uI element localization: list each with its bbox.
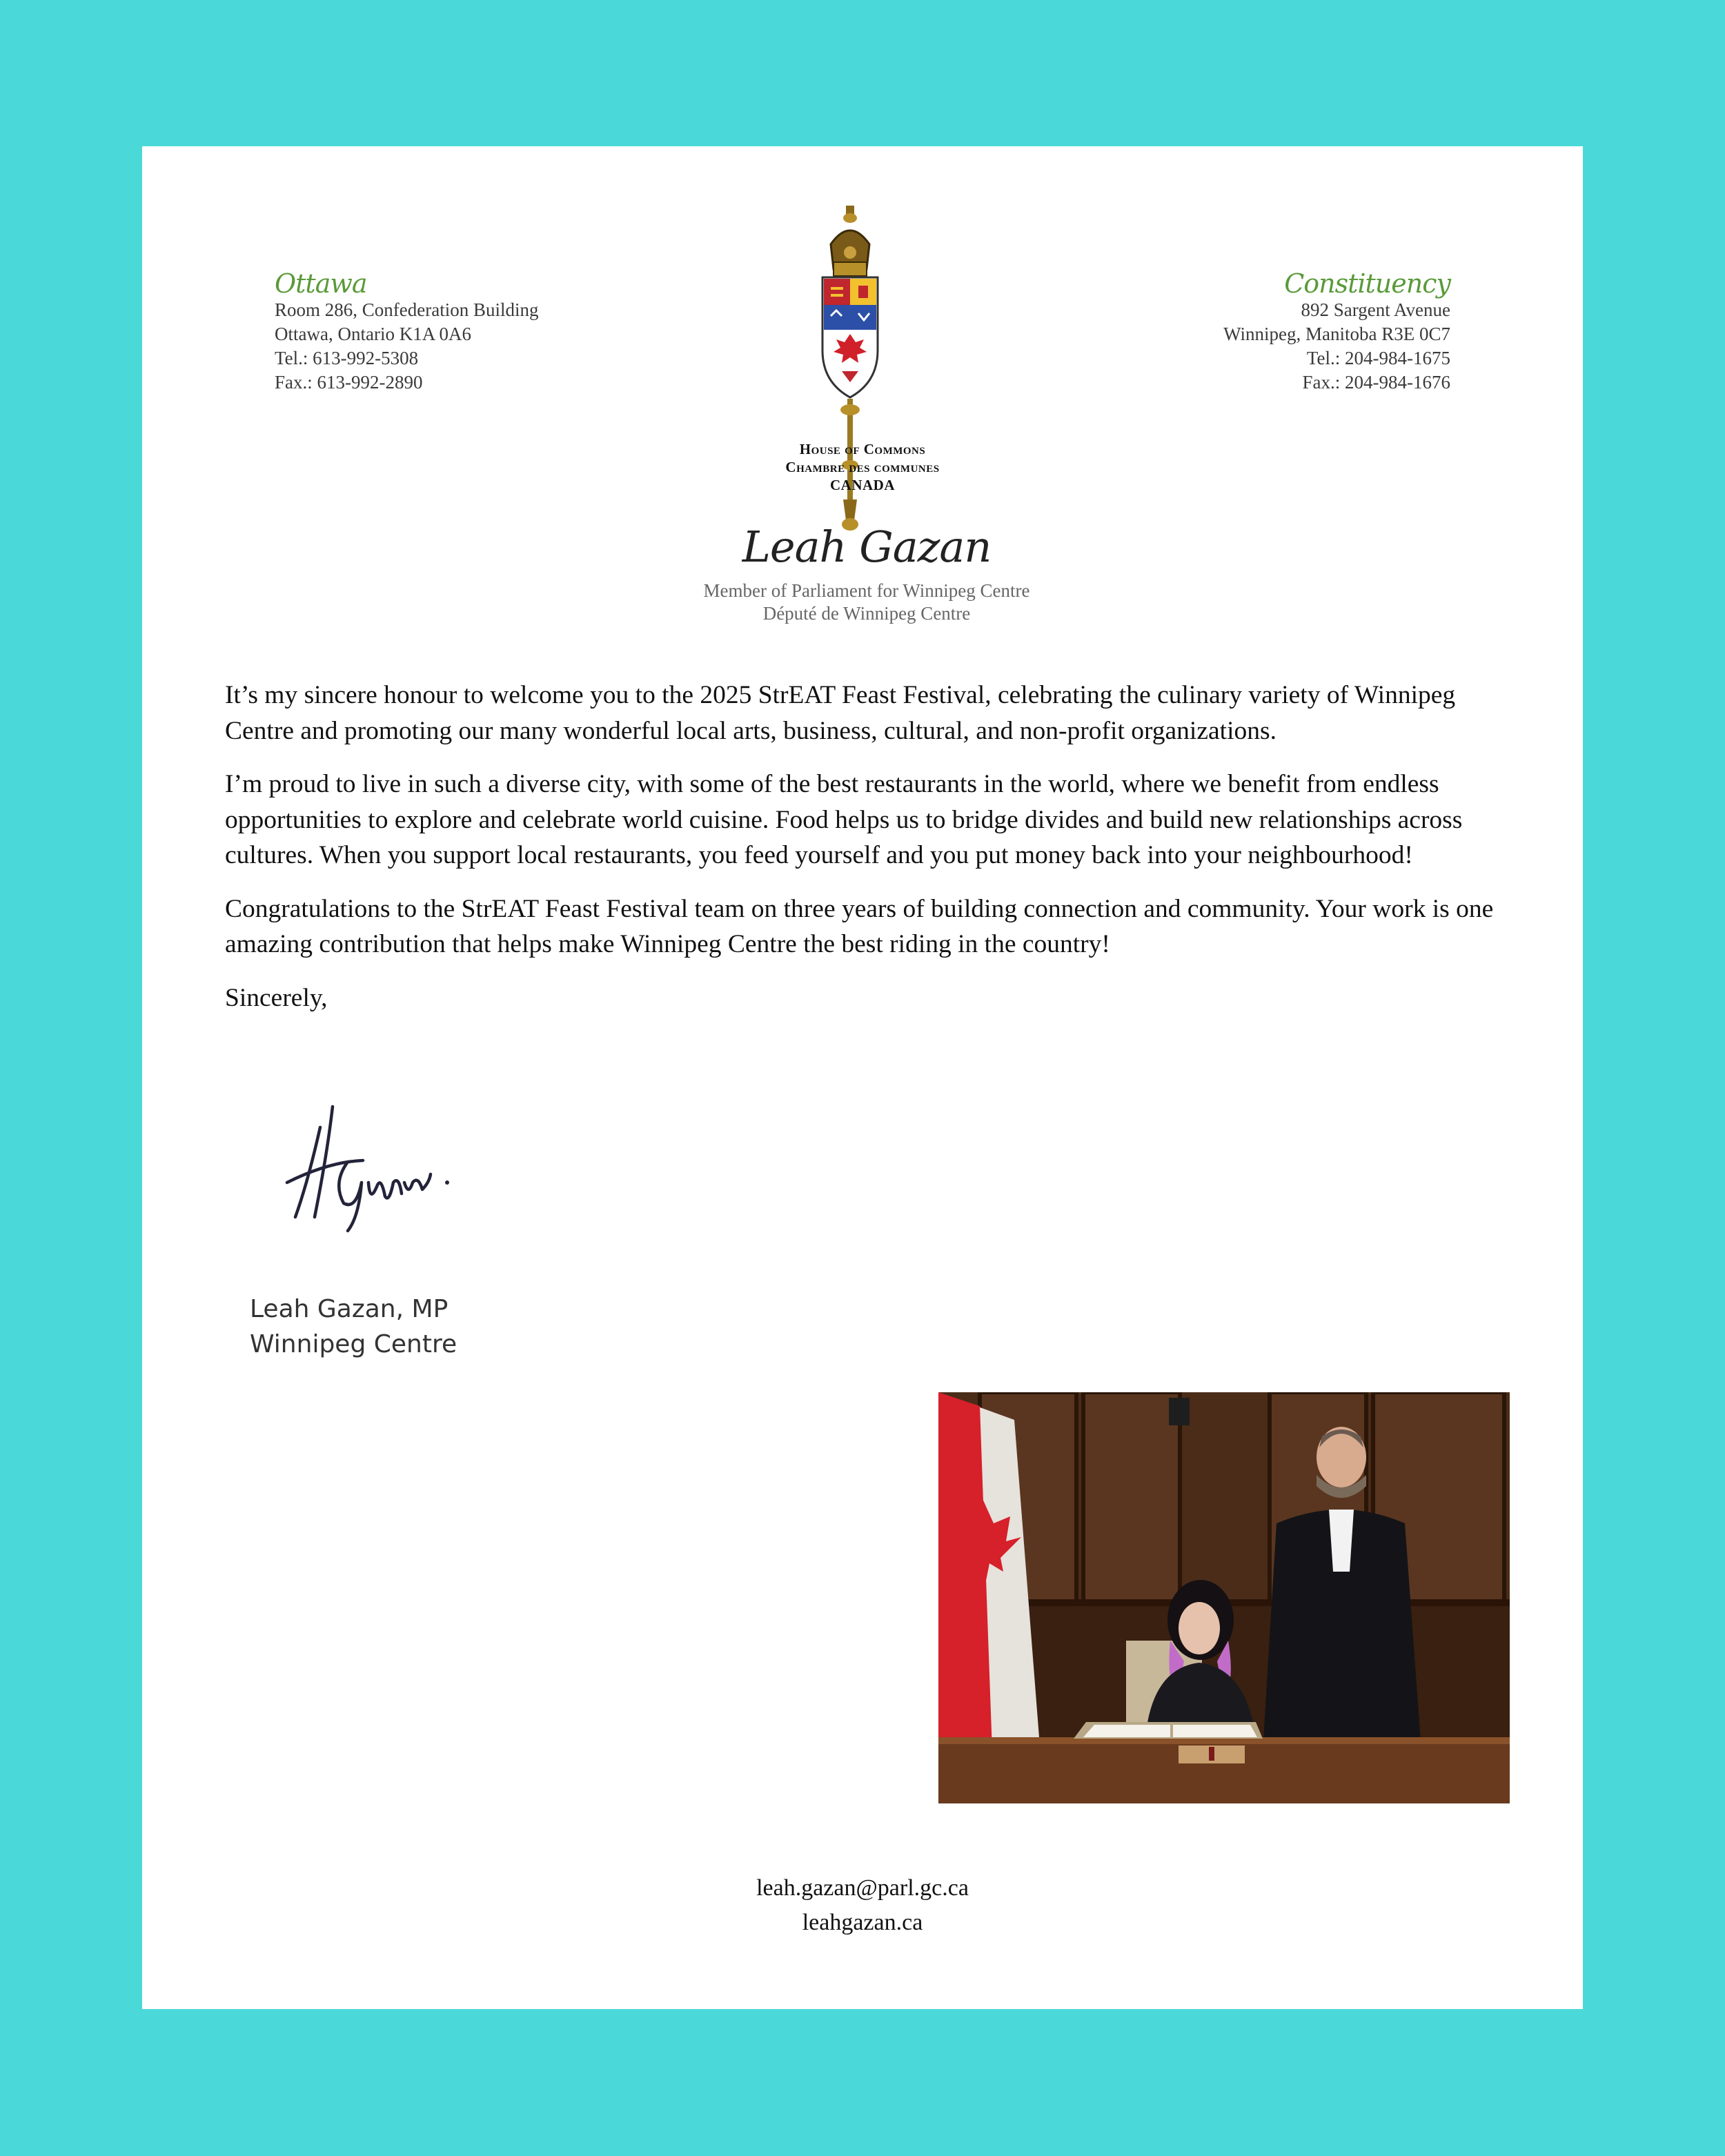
letter-page bbox=[142, 146, 1583, 2009]
constituency-line: Winnipeg, Manitoba R3E 0C7 bbox=[1223, 324, 1450, 344]
house-of-commons-label bbox=[724, 440, 1000, 494]
paragraph: It’s my sincere honour to welcome you to the 2025 StrEAT Feast Festival, celebrating the culinary variety of Winnipeg Centre and promoting our many wonderful local arts, business, cultural, and non-profit organizations. bbox=[225, 681, 1456, 745]
constituency-line: Tel.: 204-984-1675 bbox=[1306, 348, 1450, 368]
paragraph: I’m proud to live in such a diverse city, with some of the best restaurants in the world, where we benefit from endless opportunities to explore and celebrate world cuisine. Food helps us to bridge divides and build new relationships across cultures. When you support local restaurants, you feed yourself and you put money back into your neighbourhood! bbox=[225, 770, 1463, 869]
ottawa-line: Ottawa, Ontario K1A 0A6 bbox=[275, 324, 471, 344]
ottawa-address bbox=[275, 269, 538, 395]
constituency-address bbox=[1223, 269, 1450, 395]
signature-riding: Winnipeg Centre bbox=[250, 1330, 457, 1358]
constituency-line: Fax.: 204-984-1676 bbox=[1302, 372, 1450, 393]
ottawa-heading: Ottawa bbox=[275, 268, 367, 299]
mp-title-en: Member of Parliament for Winnipeg Centre bbox=[703, 580, 1030, 601]
constituency-heading: Constituency bbox=[1284, 268, 1450, 299]
house-label-fr: Chambre des communes bbox=[785, 459, 940, 475]
handwritten-signature bbox=[266, 1079, 487, 1238]
mp-title bbox=[625, 580, 1108, 625]
constituency-line: 892 Sargent Avenue bbox=[1301, 299, 1450, 320]
contact-email[interactable]: leah.gazan@parl.gc.ca bbox=[756, 1875, 969, 1901]
ottawa-line: Fax.: 613-992-2890 bbox=[275, 372, 423, 393]
closing: Sincerely, bbox=[225, 983, 328, 1012]
house-label-en: House of Commons bbox=[799, 441, 926, 457]
signature-name: Leah Gazan, MP bbox=[250, 1295, 448, 1323]
contact-website[interactable]: leahgazan.ca bbox=[802, 1910, 923, 1935]
letter-body bbox=[225, 678, 1515, 1034]
house-of-commons-crest-icon bbox=[803, 203, 897, 570]
house-label-country: CANADA bbox=[830, 477, 895, 493]
signature-block bbox=[250, 1292, 457, 1362]
swearing-in-photo bbox=[938, 1392, 1510, 1803]
ottawa-line: Room 286, Confederation Building bbox=[275, 299, 539, 320]
ottawa-line: Tel.: 613-992-5308 bbox=[275, 348, 419, 368]
contact-block bbox=[656, 1871, 1070, 1940]
mp-name-script: Leah Gazan bbox=[742, 522, 992, 572]
paragraph: Congratulations to the StrEAT Feast Festival team on three years of building connection and community. Your work is one amazing contribution that helps make Winnipeg Centre the best riding in the country! bbox=[225, 894, 1494, 958]
mp-title-fr: Député de Winnipeg Centre bbox=[762, 603, 971, 624]
